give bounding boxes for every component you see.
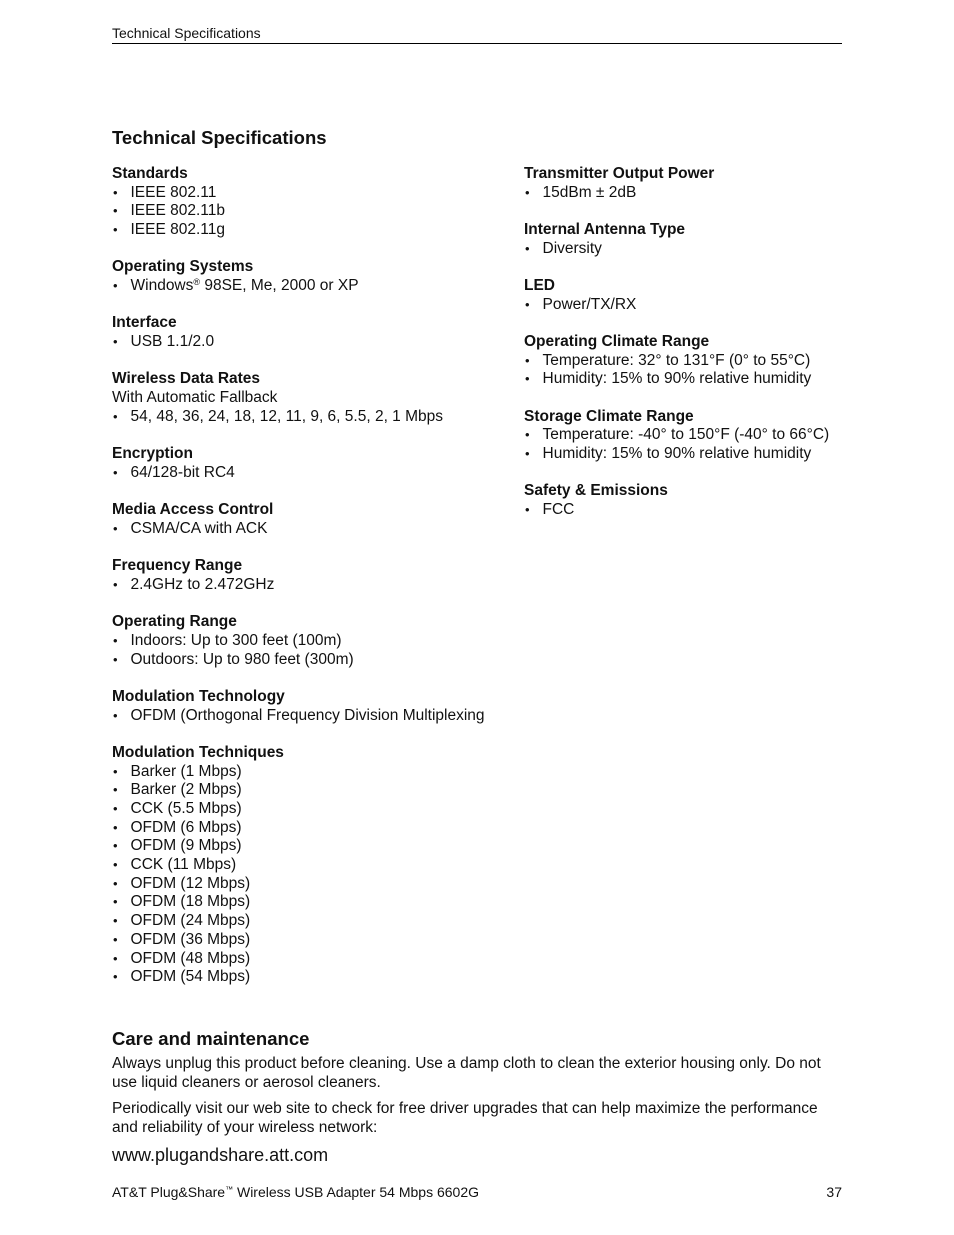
- spec-list-item: • Barker (1 Mbps): [112, 763, 492, 782]
- spec-list-item: • OFDM (48 Mbps): [112, 950, 492, 969]
- spec-list-item: • OFDM (6 Mbps): [112, 819, 492, 838]
- spec-list-item: • OFDM (54 Mbps): [112, 968, 492, 987]
- care-paragraph: Always unplug this product before cleaning. Use a damp cloth to clean the exterior housing only. Do not use liquid cleaners or aerosol cleaners.: [112, 1055, 821, 1091]
- page-title: Technical Specifications: [112, 127, 327, 148]
- spec-list: [112, 707, 492, 726]
- spec-heading: Transmitter Output Power: [524, 165, 715, 182]
- specs-right-column: [524, 165, 854, 538]
- spec-group-standards: [112, 165, 492, 240]
- spec-list: [112, 763, 492, 987]
- spec-heading: Operating Climate Range: [524, 333, 710, 350]
- spec-list: [524, 352, 854, 389]
- spec-list-item: • Indoors: Up to 300 feet (100m): [112, 632, 492, 651]
- spec-heading: Interface: [112, 314, 177, 332]
- spec-list-item: • Humidity: 15% to 90% relative humidity: [524, 445, 854, 464]
- spec-group-operating-systems: [112, 258, 492, 295]
- spec-group-storage-climate-range: [524, 408, 854, 464]
- spec-heading: Media Access Control: [112, 501, 274, 519]
- page-number: 37: [826, 1184, 842, 1200]
- spec-list-item: • 54, 48, 36, 24, 18, 12, 11, 9, 6, 5.5, 2, 1 Mbps: [112, 408, 492, 427]
- spec-list-item: • IEEE 802.11b: [112, 202, 492, 221]
- spec-list-item: • OFDM (24 Mbps): [112, 912, 492, 931]
- spec-list-item: • CSMA/CA with ACK: [112, 520, 492, 539]
- spec-list-item: • Temperature: -40° to 150°F (-40° to 66°C): [524, 426, 854, 445]
- spec-group-led: [524, 277, 854, 314]
- spec-heading: Standards: [112, 165, 188, 182]
- spec-group-encryption: [112, 445, 492, 482]
- spec-group-interface: [112, 314, 492, 351]
- spec-heading: Modulation Techniques: [112, 743, 284, 761]
- spec-list: [524, 240, 854, 259]
- spec-list: [112, 632, 492, 669]
- footer-product-name: AT&T Plug&Share™ Wireless USB Adapter 54 Mbps 6602G: [112, 1184, 479, 1200]
- spec-list: [112, 408, 492, 427]
- spec-list-item: • 64/128-bit RC4: [112, 464, 492, 483]
- spec-list-item: • OFDM (Orthogonal Frequency Division Multiplexing: [112, 707, 492, 726]
- spec-group-internal-antenna-type: [524, 221, 854, 258]
- page-footer: [112, 1184, 842, 1200]
- spec-group-operating-range: [112, 613, 492, 669]
- spec-list-item: • OFDM (9 Mbps): [112, 837, 492, 856]
- spec-group-media-access-control: [112, 501, 492, 538]
- spec-heading: Safety & Emissions: [524, 482, 668, 500]
- spec-list-item: • Power/TX/RX: [524, 296, 854, 315]
- spec-list-item: • 2.4GHz to 2.472GHz: [112, 576, 492, 595]
- spec-list-item: • USB 1.1/2.0: [112, 333, 492, 352]
- spec-list-item: • 15dBm ± 2dB: [524, 184, 854, 203]
- spec-list: [112, 277, 492, 296]
- running-header: Technical Specifications: [112, 25, 842, 44]
- spec-group-wireless-data-rates: [112, 370, 492, 426]
- spec-group-modulation-technology: [112, 688, 492, 725]
- spec-heading: Internal Antenna Type: [524, 221, 686, 238]
- spec-heading: Operating Systems: [112, 258, 254, 276]
- spec-list-item: • Temperature: 32° to 131°F (0° to 55°C): [524, 352, 854, 371]
- spec-group-safety-and-emissions: [524, 482, 854, 519]
- spec-group-modulation-techniques: [112, 744, 492, 987]
- care-paragraph: Periodically visit our web site to check for free driver upgrades that can help maximize the performance and reliability of your wireless network:: [112, 1100, 818, 1136]
- care-section-title: Care and maintenance: [112, 1028, 310, 1049]
- spec-list-item: • FCC: [524, 501, 854, 520]
- spec-list-item: • Humidity: 15% to 90% relative humidity: [524, 370, 854, 389]
- spec-list: [524, 501, 854, 520]
- spec-list: [112, 333, 492, 352]
- spec-list-item: • IEEE 802.11g: [112, 221, 492, 240]
- spec-note: With Automatic Fallback: [112, 389, 278, 407]
- spec-heading: Wireless Data Rates: [112, 370, 261, 388]
- spec-heading: Frequency Range: [112, 557, 243, 575]
- spec-list: [524, 426, 854, 463]
- spec-group-frequency-range: [112, 557, 492, 594]
- spec-list: [112, 184, 492, 240]
- spec-list-item: • OFDM (18 Mbps): [112, 893, 492, 912]
- spec-list-item: • OFDM (36 Mbps): [112, 931, 492, 950]
- spec-list: [524, 184, 854, 203]
- spec-heading: Modulation Technology: [112, 687, 285, 705]
- trademark-mark: ™: [225, 1185, 234, 1194]
- spec-heading: LED: [524, 277, 555, 294]
- registered-mark: ®: [193, 277, 201, 288]
- spec-list-item: • Windows® 98SE, Me, 2000 or XP: [112, 277, 492, 296]
- specs-left-column: [112, 165, 492, 1006]
- spec-list-item: • CCK (5.5 Mbps): [112, 800, 492, 819]
- spec-list-item: • CCK (11 Mbps): [112, 856, 492, 875]
- spec-list-item: • Barker (2 Mbps): [112, 781, 492, 800]
- spec-list: [112, 520, 492, 539]
- spec-list-item: • OFDM (12 Mbps): [112, 875, 492, 894]
- spec-group-operating-climate-range: [524, 333, 854, 389]
- spec-list: [112, 464, 492, 483]
- spec-heading: Operating Range: [112, 613, 237, 631]
- spec-list-item: • Outdoors: Up to 980 feet (300m): [112, 651, 492, 670]
- spec-list-item: • IEEE 802.11: [112, 184, 492, 203]
- website-link[interactable]: www.plugandshare.att.com: [112, 1145, 329, 1165]
- spec-group-transmitter-output-power: [524, 165, 854, 202]
- spec-list-item: • Diversity: [524, 240, 854, 259]
- spec-heading: Encryption: [112, 445, 193, 463]
- spec-list: [112, 576, 492, 595]
- spec-heading: Storage Climate Range: [524, 407, 694, 425]
- spec-list: [524, 296, 854, 315]
